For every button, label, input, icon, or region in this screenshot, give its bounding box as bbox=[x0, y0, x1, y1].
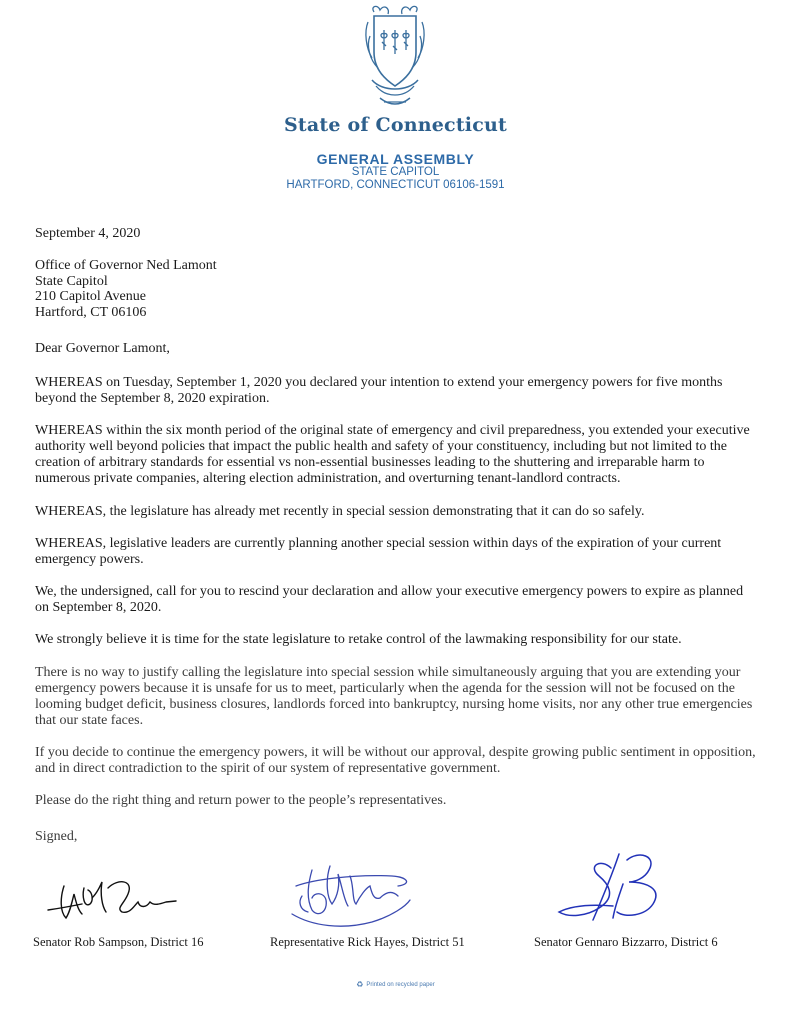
address-line: 210 Capitol Avenue bbox=[35, 289, 146, 304]
whereas-clause: WHEREAS, the legislature has already met recently in special session demonstrating that it can do so safely. bbox=[35, 504, 645, 519]
whereas-clause: WHEREAS on Tuesday, September 1, 2020 you declared your intention to extend your emergency powers for five months beyond the September 8, 2020 expiration. bbox=[35, 375, 723, 406]
closing-request: Please do the right thing and return power to the people’s representatives. bbox=[35, 793, 447, 808]
signer-name: Senator Gennaro Bizzarro, District 6 bbox=[534, 935, 718, 949]
general-assembly-heading: GENERAL ASSEMBLY bbox=[316, 151, 475, 167]
body-paragraph: There is no way to justify calling the legislature into special session while simultaneously arguing that you are extending your emergency powers because it is unsafe for us to meet, particularly when the agenda for the session will not be focused on the looming budget deficit, business closures, landlords forced into bankruptcy, nursing home visits, nor any other true emergencies that our state faces. bbox=[35, 665, 753, 728]
signature-gennaro-bizzarro bbox=[553, 848, 693, 938]
recycled-paper-text: Printed on recycled paper bbox=[366, 982, 435, 988]
resolution-paragraph: We, the undersigned, call for you to rescind your declaration and allow your executive emergency powers to expire as planned on September 8, 2020. bbox=[35, 584, 744, 615]
signer-name: Senator Rob Sampson, District 16 bbox=[33, 935, 204, 949]
belief-statement: We strongly believe it is time for the state legislature to retake control of the lawmaking responsibility for our state. bbox=[35, 632, 682, 647]
whereas-clause: WHEREAS, legislative leaders are currently planning another special session within days of the expiration of your current emergency powers. bbox=[35, 536, 722, 567]
body-paragraph: If you decide to continue the emergency powers, it will be without our approval, despite growing public sentiment in opposition, and in direct contradiction to the spirit of our system of representative government. bbox=[35, 745, 756, 776]
signed-label: Signed, bbox=[35, 829, 78, 844]
address-line: Office of Governor Ned Lamont bbox=[35, 258, 217, 273]
whereas-clause: WHEREAS within the six month period of the original state of emergency and civil preparedness, you extended your executive authority well beyond policies that impact the public health and safety of your constituency, including but not limited to the creation of arbitrary standards for essential vs non-essential businesses leading to the shuttering and irreparable harm to numerous private companies, altering election administration, and overturning tenant-landlord contracts. bbox=[35, 423, 750, 486]
address-line: State Capitol bbox=[35, 273, 108, 289]
letter-date: September 4, 2020 bbox=[35, 226, 141, 241]
signature-rick-hayes bbox=[282, 856, 422, 936]
city-address-line: HARTFORD, CONNECTICUT 06106-1591 bbox=[286, 179, 505, 191]
address-line: Hartford, CT 06106 bbox=[35, 304, 147, 320]
signature-rob-sampson bbox=[42, 868, 182, 928]
salutation: Dear Governor Lamont, bbox=[35, 341, 170, 356]
recycled-paper-note bbox=[0, 980, 791, 989]
state-name: State of Connecticut bbox=[284, 114, 507, 136]
recipient-address bbox=[35, 258, 760, 320]
recycle-icon: ♻ bbox=[356, 980, 364, 989]
state-capitol-line: STATE CAPITOL bbox=[351, 166, 440, 178]
state-seal-icon bbox=[360, 2, 430, 112]
signer-name: Representative Rick Hayes, District 51 bbox=[270, 935, 465, 949]
